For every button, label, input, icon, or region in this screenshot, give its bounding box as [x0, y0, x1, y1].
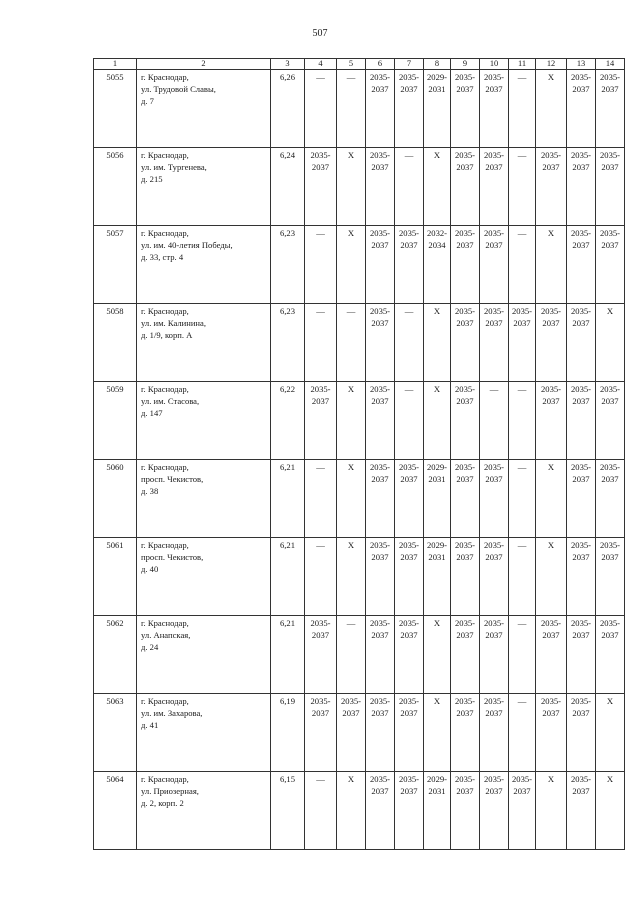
address-line: просп. Чекистов, [141, 552, 204, 562]
period-cell: X [424, 382, 451, 460]
period-cell: X [536, 70, 567, 148]
period-cell: 2035-2037 [366, 694, 395, 772]
period-cell: 2035-2037 [451, 304, 480, 382]
period-cell: — [509, 694, 536, 772]
row-number: 5061 [94, 538, 137, 616]
row-number: 5056 [94, 148, 137, 226]
table-row [94, 538, 625, 616]
period-cell: 2035-2037 [305, 382, 337, 460]
address-line: д. 33, стр. 4 [141, 252, 184, 262]
address-line: г. Краснодар, [141, 618, 189, 628]
address-line: ул. им. 40-летия Победы, [141, 240, 233, 250]
address-line: ул. им. Захарова, [141, 708, 203, 718]
period-cell: 2035-2037 [596, 148, 625, 226]
address-line: ул. Приозерная, [141, 786, 199, 796]
address-cell [137, 304, 271, 382]
period-cell: 2035-2037 [596, 460, 625, 538]
period-cell: 2035-2037 [567, 772, 596, 850]
period-cell: 2035-2037 [366, 70, 395, 148]
period-cell: 2035-2037 [596, 538, 625, 616]
address-line: г. Краснодар, [141, 540, 189, 550]
period-cell: 2035-2037 [366, 148, 395, 226]
period-cell: 2035-2037 [596, 226, 625, 304]
table-row [94, 148, 625, 226]
value-cell: 6,19 [271, 694, 305, 772]
period-cell: 2035-2037 [567, 304, 596, 382]
period-cell: — [395, 304, 424, 382]
period-cell: — [509, 616, 536, 694]
period-cell: 2029-2031 [424, 460, 451, 538]
period-cell: 2035-2037 [480, 538, 509, 616]
period-cell: X [337, 772, 366, 850]
period-cell: 2035-2037 [395, 460, 424, 538]
row-number: 5059 [94, 382, 137, 460]
period-cell: 2035-2037 [366, 304, 395, 382]
address-line: просп. Чекистов, [141, 474, 204, 484]
period-cell: — [305, 460, 337, 538]
period-cell: 2035-2037 [337, 694, 366, 772]
address-cell [137, 616, 271, 694]
period-cell: — [395, 148, 424, 226]
column-header: 13 [567, 59, 596, 70]
period-cell: 2035-2037 [536, 148, 567, 226]
table-row [94, 382, 625, 460]
column-header: 7 [395, 59, 424, 70]
period-cell: 2035-2037 [536, 616, 567, 694]
period-cell: — [305, 772, 337, 850]
address-line: д. 40 [141, 564, 159, 574]
page-number: 507 [312, 28, 328, 39]
period-cell: — [509, 226, 536, 304]
period-cell: X [337, 382, 366, 460]
period-cell: 2035-2037 [366, 616, 395, 694]
column-header: 9 [451, 59, 480, 70]
address-cell [137, 772, 271, 850]
period-cell: 2032-2034 [424, 226, 451, 304]
period-cell: 2035-2037 [395, 772, 424, 850]
address-line: ул. им. Стасова, [141, 396, 200, 406]
address-line: г. Краснодар, [141, 774, 189, 784]
period-cell: X [424, 304, 451, 382]
row-number: 5055 [94, 70, 137, 148]
address-cell [137, 148, 271, 226]
column-header: 10 [480, 59, 509, 70]
period-cell: X [596, 304, 625, 382]
column-header: 2 [137, 59, 271, 70]
address-line: д. 147 [141, 408, 163, 418]
registry-table [93, 58, 625, 850]
period-cell: 2035-2037 [596, 70, 625, 148]
row-number: 5062 [94, 616, 137, 694]
value-cell: 6,21 [271, 460, 305, 538]
column-header: 14 [596, 59, 625, 70]
address-line: г. Краснодар, [141, 696, 189, 706]
period-cell: — [509, 460, 536, 538]
period-cell: 2035-2037 [451, 772, 480, 850]
period-cell: 2035-2037 [480, 460, 509, 538]
address-cell [137, 226, 271, 304]
period-cell: X [536, 226, 567, 304]
column-header: 8 [424, 59, 451, 70]
column-header: 4 [305, 59, 337, 70]
table-row [94, 70, 625, 148]
period-cell: 2035-2037 [567, 460, 596, 538]
period-cell: — [305, 70, 337, 148]
column-header: 11 [509, 59, 536, 70]
period-cell: X [424, 616, 451, 694]
value-cell: 6,21 [271, 616, 305, 694]
address-line: г. Краснодар, [141, 384, 189, 394]
column-header: 12 [536, 59, 567, 70]
period-cell: X [337, 226, 366, 304]
period-cell: — [509, 538, 536, 616]
period-cell: 2035-2037 [480, 772, 509, 850]
period-cell: 2035-2037 [451, 538, 480, 616]
row-number: 5057 [94, 226, 137, 304]
period-cell: X [536, 772, 567, 850]
period-cell: X [536, 460, 567, 538]
period-cell: 2035-2037 [366, 382, 395, 460]
value-cell: 6,24 [271, 148, 305, 226]
period-cell: 2035-2037 [509, 772, 536, 850]
address-cell [137, 538, 271, 616]
period-cell: — [337, 304, 366, 382]
period-cell: 2035-2037 [596, 616, 625, 694]
period-cell: X [596, 772, 625, 850]
period-cell: 2035-2037 [366, 226, 395, 304]
period-cell: 2035-2037 [567, 694, 596, 772]
period-cell: X [337, 538, 366, 616]
column-header: 6 [366, 59, 395, 70]
column-header: 3 [271, 59, 305, 70]
period-cell: 2035-2037 [567, 226, 596, 304]
period-cell: — [337, 616, 366, 694]
period-cell: — [509, 382, 536, 460]
period-cell: 2035-2037 [596, 382, 625, 460]
header-row [94, 59, 625, 70]
period-cell: 2035-2037 [567, 616, 596, 694]
period-cell: 2035-2037 [480, 616, 509, 694]
period-cell: — [305, 538, 337, 616]
period-cell: 2029-2031 [424, 538, 451, 616]
period-cell: — [509, 148, 536, 226]
period-cell: 2035-2037 [451, 460, 480, 538]
period-cell: 2035-2037 [451, 148, 480, 226]
table-row [94, 616, 625, 694]
column-header: 1 [94, 59, 137, 70]
period-cell: 2035-2037 [536, 694, 567, 772]
column-header: 5 [337, 59, 366, 70]
period-cell: 2035-2037 [366, 772, 395, 850]
period-cell: 2035-2037 [451, 382, 480, 460]
address-line: д. 7 [141, 96, 154, 106]
address-line: г. Краснодар, [141, 462, 189, 472]
period-cell: 2035-2037 [366, 538, 395, 616]
value-cell: 6,15 [271, 772, 305, 850]
period-cell: X [536, 538, 567, 616]
address-line: ул. Трудовой Славы, [141, 84, 216, 94]
value-cell: 6,21 [271, 538, 305, 616]
address-line: д. 2, корп. 2 [141, 798, 184, 808]
period-cell: 2035-2037 [480, 226, 509, 304]
period-cell: 2035-2037 [536, 382, 567, 460]
period-cell: 2035-2037 [451, 616, 480, 694]
period-cell: 2035-2037 [509, 304, 536, 382]
value-cell: 6,23 [271, 304, 305, 382]
period-cell: 2035-2037 [395, 694, 424, 772]
address-line: д. 215 [141, 174, 163, 184]
period-cell: 2035-2037 [305, 616, 337, 694]
period-cell: 2035-2037 [567, 148, 596, 226]
row-number: 5063 [94, 694, 137, 772]
row-number: 5064 [94, 772, 137, 850]
table-row [94, 304, 625, 382]
address-line: г. Краснодар, [141, 228, 189, 238]
address-line: ул. им. Калинина, [141, 318, 206, 328]
period-cell: 2035-2037 [305, 694, 337, 772]
value-cell: 6,26 [271, 70, 305, 148]
period-cell: — [509, 70, 536, 148]
table-row [94, 694, 625, 772]
period-cell: 2035-2037 [395, 226, 424, 304]
address-cell [137, 460, 271, 538]
row-number: 5058 [94, 304, 137, 382]
period-cell: 2035-2037 [395, 70, 424, 148]
value-cell: 6,23 [271, 226, 305, 304]
table-row [94, 460, 625, 538]
address-line: ул. Анапская, [141, 630, 191, 640]
period-cell: 2035-2037 [536, 304, 567, 382]
value-cell: 6,22 [271, 382, 305, 460]
period-cell: 2035-2037 [451, 70, 480, 148]
period-cell: 2035-2037 [451, 694, 480, 772]
row-number: 5060 [94, 460, 137, 538]
period-cell: 2035-2037 [395, 616, 424, 694]
address-cell [137, 694, 271, 772]
period-cell: 2029-2031 [424, 772, 451, 850]
table-row [94, 226, 625, 304]
period-cell: X [337, 460, 366, 538]
period-cell: X [424, 148, 451, 226]
period-cell: — [305, 304, 337, 382]
period-cell: 2035-2037 [480, 70, 509, 148]
period-cell: X [337, 148, 366, 226]
period-cell: — [395, 382, 424, 460]
address-line: д. 41 [141, 720, 159, 730]
period-cell: 2029-2031 [424, 70, 451, 148]
period-cell: 2035-2037 [480, 694, 509, 772]
period-cell: 2035-2037 [451, 226, 480, 304]
period-cell: 2035-2037 [366, 460, 395, 538]
address-line: д. 1/9, корп. А [141, 330, 193, 340]
period-cell: — [337, 70, 366, 148]
period-cell: 2035-2037 [480, 304, 509, 382]
address-line: д. 38 [141, 486, 159, 496]
address-cell [137, 70, 271, 148]
period-cell: 2035-2037 [480, 148, 509, 226]
period-cell: 2035-2037 [567, 382, 596, 460]
period-cell: 2035-2037 [305, 148, 337, 226]
period-cell: — [305, 226, 337, 304]
table-row [94, 772, 625, 850]
address-line: г. Краснодар, [141, 72, 189, 82]
table-body [94, 70, 625, 850]
address-line: г. Краснодар, [141, 306, 189, 316]
address-line: ул. им. Тургенева, [141, 162, 207, 172]
period-cell: X [596, 694, 625, 772]
address-line: г. Краснодар, [141, 150, 189, 160]
period-cell: X [424, 694, 451, 772]
address-line: д. 24 [141, 642, 159, 652]
period-cell: 2035-2037 [567, 538, 596, 616]
period-cell: — [480, 382, 509, 460]
period-cell: 2035-2037 [567, 70, 596, 148]
period-cell: 2035-2037 [395, 538, 424, 616]
address-cell [137, 382, 271, 460]
